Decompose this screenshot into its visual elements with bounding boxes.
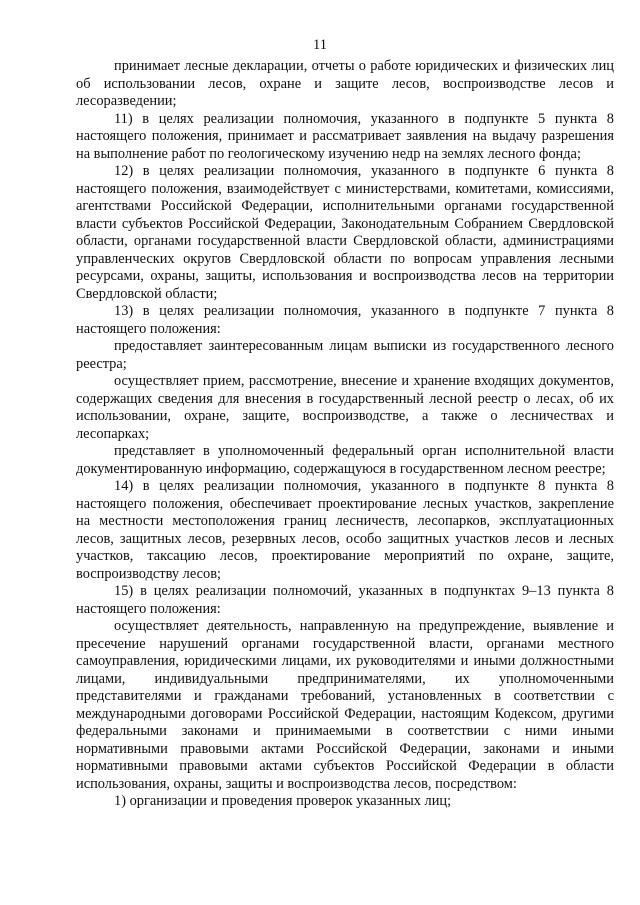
paragraph-prevention-activity: осуществляет деятельность, направленную на предупреждение, выявление и пресечение нарушений органами государственной власти, органами местного самоуправления, юридическими лицами, их руководителями и иными должностными лицами, индивидуальными предпринимателями, их уполномоченными представителями и гражданами требований, установленных в соответствии с международными договорами Российской Федерации, настоящим Кодексом, другими федеральными законами и принимаемыми в соответствии с ними иными нормативными правовыми актами Российской Федерации, законами и иными нормативными правовыми актами субъектов Российской Федерации в области использования, охраны, защиты и воспроизводства лесов, посредством: xyxy=(76,618,614,792)
paragraph-extracts-registry: предоставляет заинтересованным лицам выписки из государственного лесного реестра; xyxy=(76,338,614,372)
paragraph-item-13: 13) в целях реализации полномочия, указанного в подпункте 7 пункта 8 настоящего положения: xyxy=(76,303,614,337)
paragraph-submit-information: представляет в уполномоченный федеральный орган исполнительной власти документированную информацию, содержащуюся в государственном лесном реестре; xyxy=(76,443,614,477)
paragraph-receive-documents: осуществляет прием, рассмотрение, внесение и хранение входящих документов, содержащих сведения для внесения в государственный лесной реестр о лесах, об их использовании, охране, защите, воспроизводстве, а также о лесничествах и лесопарках; xyxy=(76,373,614,442)
paragraph-forest-declarations: принимает лесные декларации, отчеты о работе юридических и физических лиц об использовании лесов, охране и защите лесов, воспроизводстве лесов и лесоразведении; xyxy=(76,58,614,109)
paragraph-item-15: 15) в целях реализации полномочий, указанных в подпунктах 9–13 пункта 8 настоящего положения: xyxy=(76,583,614,617)
page-number: 11 xyxy=(313,37,327,53)
paragraph-item-12: 12) в целях реализации полномочия, указанного в подпункте 6 пункта 8 настоящего положения, взаимодействует с министерствами, комитетами, комиссиями, агентствами Российской Федерации, исполнительными органами государственной власти субъектов Российской Федерации, Законодательным Собранием Свердловской области, органами государственной власти Свердловской области, администрациями управленческих округов Свердловской области по вопросам управления лесными ресурсами, охраны, защиты, использования и воспроизводства лесов на территории Свердловской области; xyxy=(76,163,614,302)
document-body xyxy=(76,58,614,811)
paragraph-item-14: 14) в целях реализации полномочия, указанного в подпункте 8 пункта 8 настоящего положения, обеспечивает проектирование лесных участков, закрепление на местности местоположения границ лесничеств, лесопарков, эксплуатационных лесов, защитных лесов, резервных лесов, особо защитных участков лесов и лесных участков, таксацию лесов, проектирование мероприятий по охране, защите, воспроизводству лесов; xyxy=(76,478,614,582)
paragraph-item-11: 11) в целях реализации полномочия, указанного в подпункте 5 пункта 8 настоящего положения, принимает и рассматривает заявления на выдачу разрешения на выполнение работ по геологическому изучению недр на землях лесного фонда; xyxy=(76,110,614,162)
paragraph-subitem-1: 1) организации и проведения проверок указанных лиц; xyxy=(114,793,452,809)
